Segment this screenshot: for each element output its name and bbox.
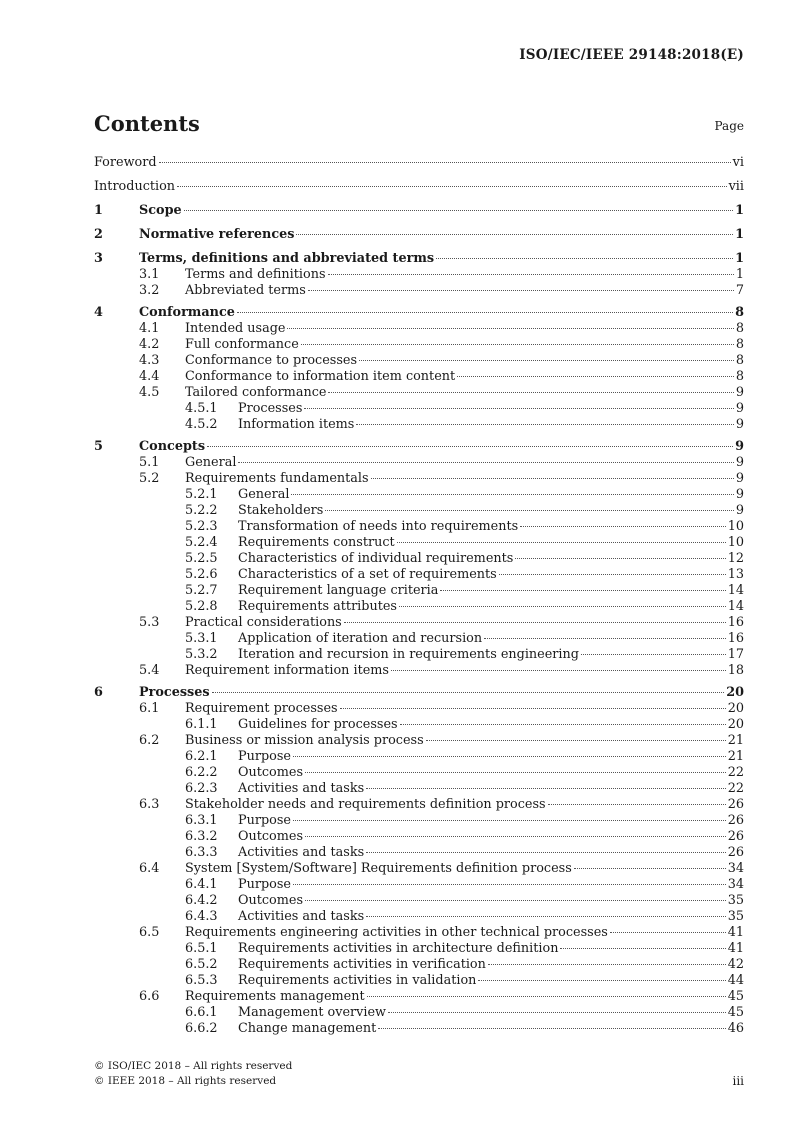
- dot-leader: [293, 884, 726, 885]
- page-title: Contents: [94, 111, 200, 136]
- toc-entry[interactable]: [94, 535, 744, 551]
- toc-entry-page: 7: [735, 283, 744, 298]
- dot-leader: [325, 510, 733, 511]
- dot-leader: [301, 344, 734, 345]
- toc-entry-title: Business or mission analysis process: [185, 733, 424, 748]
- toc-entry-title: Conformance to processes: [185, 353, 358, 368]
- toc-entry-number: 6.1.1: [185, 717, 218, 732]
- toc-entry-number: 5.2.8: [185, 599, 218, 614]
- toc-entry[interactable]: [94, 353, 744, 369]
- toc-entry-page: 1: [735, 251, 744, 266]
- toc-entry-number: 3.2: [139, 283, 160, 298]
- toc-entry-page: 9: [735, 439, 744, 454]
- toc-entry-page: 20: [727, 717, 744, 732]
- toc-entry-number: 4.1: [139, 321, 160, 336]
- toc-entry-title: Application of iteration and recursion: [238, 631, 483, 646]
- toc-entry[interactable]: [94, 401, 744, 417]
- toc-entry[interactable]: [94, 957, 744, 973]
- toc-entry-title: Requirements engineering activities in other technical processes: [185, 925, 608, 940]
- toc-entry-page: 44: [727, 973, 744, 988]
- dot-leader: [367, 996, 726, 997]
- toc-entry-page: 35: [727, 893, 744, 908]
- toc-entry-title: Conformance: [139, 305, 235, 320]
- toc-entry[interactable]: [94, 845, 744, 861]
- toc-entry-title: Transformation of needs into requirements: [238, 519, 519, 534]
- dot-leader: [359, 360, 734, 361]
- toc-entry-page: 8: [735, 337, 744, 352]
- toc-entry-number: 6.4.1: [185, 877, 218, 892]
- dot-leader: [391, 670, 726, 671]
- toc-entry-page: 10: [727, 535, 744, 550]
- toc-entry-number: 6.5: [139, 925, 160, 940]
- toc-entry[interactable]: [94, 519, 744, 535]
- toc-entry-page: 1: [735, 203, 744, 218]
- toc-entry-number: 6.4.2: [185, 893, 218, 908]
- toc-entry-page: 35: [727, 909, 744, 924]
- toc-entry-number: 6.2: [139, 733, 160, 748]
- toc-entry-page: 8: [735, 321, 744, 336]
- toc-entry[interactable]: [94, 781, 744, 797]
- toc-entry[interactable]: [94, 471, 744, 487]
- dot-leader: [478, 980, 725, 981]
- dot-leader: [344, 622, 726, 623]
- dot-leader: [560, 948, 725, 949]
- dot-leader: [305, 900, 726, 901]
- toc-entry-title: Purpose: [238, 749, 292, 764]
- toc-entry-number: 4.5.2: [185, 417, 218, 432]
- dot-leader: [515, 558, 725, 559]
- toc-entry-page: 45: [727, 989, 744, 1004]
- toc-entry[interactable]: [94, 749, 744, 765]
- toc-entry-number: 6.3.2: [185, 829, 218, 844]
- toc-entry-number: 5.2.1: [185, 487, 218, 502]
- toc-entry-page: 26: [727, 829, 744, 844]
- dot-leader: [457, 376, 734, 377]
- toc-entry-page: 14: [727, 599, 744, 614]
- toc-entry[interactable]: [94, 893, 744, 909]
- toc-entry-number: 6.4: [139, 861, 160, 876]
- dot-leader: [305, 772, 726, 773]
- toc-entry-page: 9: [735, 503, 744, 518]
- toc-entry[interactable]: [94, 227, 744, 243]
- dot-leader: [291, 494, 733, 495]
- toc-entry-title: Purpose: [238, 877, 292, 892]
- toc-entry-number: 6.5.2: [185, 957, 218, 972]
- toc-entry[interactable]: [94, 337, 744, 353]
- toc-entry-page: 22: [727, 765, 744, 780]
- toc-entry[interactable]: [94, 1005, 744, 1021]
- toc-entry-page: 46: [727, 1021, 744, 1036]
- toc-entry-page: 9: [735, 455, 744, 470]
- toc-entry-title: General: [185, 455, 237, 470]
- toc-entry[interactable]: [94, 877, 744, 893]
- page-column-label: Page: [714, 119, 744, 133]
- dot-leader: [366, 852, 726, 853]
- toc-entry[interactable]: [94, 925, 744, 941]
- toc-entry-number: 5.2.7: [185, 583, 218, 598]
- dot-leader: [237, 312, 733, 313]
- toc-entry-page: 9: [735, 385, 744, 400]
- toc-entry-page: 14: [727, 583, 744, 598]
- toc-entry-title: Purpose: [238, 813, 292, 828]
- toc-entry[interactable]: [94, 439, 744, 455]
- toc-entry-title: Practical considerations: [185, 615, 342, 630]
- toc-entry-title: Requirements management: [185, 989, 365, 1004]
- toc-entry-page: 16: [727, 631, 744, 646]
- toc-entry-number: 6.1: [139, 701, 160, 716]
- toc-entry-title: Requirement language criteria: [238, 583, 439, 598]
- toc-entry-number: 4.2: [139, 337, 160, 352]
- dot-leader: [484, 638, 726, 639]
- toc-entry-number: 5.3.2: [185, 647, 218, 662]
- toc-entry-page: 8: [735, 305, 744, 320]
- toc-entry-title: Foreword: [94, 155, 157, 170]
- toc-entry-number: 6.5.3: [185, 973, 218, 988]
- toc-entry-page: 16: [727, 615, 744, 630]
- toc-entry-number: 1: [94, 203, 103, 218]
- document-id-header: ISO/IEC/IEEE 29148:2018(E): [519, 47, 744, 63]
- toc-entry-number: 6.5.1: [185, 941, 218, 956]
- toc-entry-number: 6.6.1: [185, 1005, 218, 1020]
- toc-entry-page: 34: [727, 861, 744, 876]
- dot-leader: [366, 788, 726, 789]
- dot-leader: [328, 274, 734, 275]
- toc-entry-title: Requirements construct: [238, 535, 395, 550]
- toc-entry-number: 5.4: [139, 663, 160, 678]
- dot-leader: [400, 724, 726, 725]
- toc-entry-title: Activities and tasks: [238, 845, 365, 860]
- dot-leader: [440, 590, 725, 591]
- toc-entry-page: 21: [727, 749, 744, 764]
- dot-leader: [366, 916, 726, 917]
- toc-entry-number: 6.2.1: [185, 749, 218, 764]
- toc-entry-title: Stakeholders: [238, 503, 324, 518]
- toc-entry-number: 6.4.3: [185, 909, 218, 924]
- toc-entry-number: 4.3: [139, 353, 160, 368]
- toc-entry-page: 1: [735, 267, 744, 282]
- toc-entry-page: 42: [727, 957, 744, 972]
- footer: [94, 1059, 292, 1089]
- toc-entry-page: 45: [727, 1005, 744, 1020]
- toc-entry-number: 5.2.6: [185, 567, 218, 582]
- dot-leader: [488, 964, 726, 965]
- toc-entry[interactable]: [94, 369, 744, 385]
- toc-entry-title: Requirements fundamentals: [185, 471, 369, 486]
- dot-leader: [610, 932, 726, 933]
- toc-entry-page: 26: [727, 797, 744, 812]
- toc-entry[interactable]: [94, 251, 744, 267]
- dot-leader: [287, 328, 733, 329]
- toc-entry-number: 6.6.2: [185, 1021, 218, 1036]
- toc-entry-page: 18: [727, 663, 744, 678]
- toc-entry[interactable]: [94, 631, 744, 647]
- toc-entry-page: 13: [727, 567, 744, 582]
- copyright-ieee: © IEEE 2018 – All rights reserved: [94, 1075, 277, 1087]
- toc-entry-number: 6.2.3: [185, 781, 218, 796]
- toc-entry-number: 4.5.1: [185, 401, 218, 416]
- dot-leader: [436, 258, 733, 259]
- toc-entry[interactable]: [94, 551, 744, 567]
- toc-entry-title: Tailored conformance: [185, 385, 327, 400]
- table-of-contents: [94, 155, 744, 1037]
- toc-entry[interactable]: [94, 155, 744, 171]
- page-number: iii: [732, 1074, 744, 1088]
- dot-leader: [397, 542, 726, 543]
- dot-leader: [304, 408, 733, 409]
- toc-entry[interactable]: [94, 829, 744, 845]
- dot-leader: [574, 868, 726, 869]
- toc-entry[interactable]: [94, 813, 744, 829]
- toc-entry[interactable]: [94, 733, 744, 749]
- toc-entry-number: 4.4: [139, 369, 160, 384]
- toc-entry-page: 8: [735, 353, 744, 368]
- toc-entry[interactable]: [94, 267, 744, 283]
- toc-entry-title: Change management: [238, 1021, 377, 1036]
- dot-leader: [159, 162, 731, 163]
- toc-entry[interactable]: [94, 179, 744, 195]
- toc-entry-page: 9: [735, 401, 744, 416]
- toc-entry-number: 6.6: [139, 989, 160, 1004]
- toc-entry-number: 5.3.1: [185, 631, 218, 646]
- toc-entry[interactable]: [94, 973, 744, 989]
- toc-entry-number: 5.2.4: [185, 535, 218, 550]
- dot-leader: [371, 478, 734, 479]
- toc-entry[interactable]: [94, 861, 744, 877]
- toc-entry-title: Normative references: [139, 227, 295, 242]
- toc-entry-title: Requirements attributes: [238, 599, 397, 614]
- toc-entry-page: 10: [727, 519, 744, 534]
- toc-entry-title: Processes: [238, 401, 303, 416]
- dot-leader: [548, 804, 726, 805]
- toc-entry[interactable]: [94, 765, 744, 781]
- dot-leader: [207, 446, 733, 447]
- toc-entry[interactable]: [94, 717, 744, 733]
- toc-entry-number: 5.2.5: [185, 551, 218, 566]
- toc-entry[interactable]: [94, 203, 744, 219]
- toc-entry[interactable]: [94, 417, 744, 433]
- toc-entry-page: 9: [735, 471, 744, 486]
- dot-leader: [238, 462, 733, 463]
- toc-entry-page: 26: [727, 813, 744, 828]
- dot-leader: [581, 654, 726, 655]
- dot-leader: [212, 692, 725, 693]
- toc-entry[interactable]: [94, 283, 744, 299]
- toc-entry-title: Iteration and recursion in requirements engineering: [238, 647, 579, 662]
- dot-leader: [378, 1028, 725, 1029]
- toc-entry-number: 5: [94, 439, 103, 454]
- toc-entry-number: 5.1: [139, 455, 160, 470]
- toc-entry-page: 34: [727, 877, 744, 892]
- toc-entry-title: Intended usage: [185, 321, 286, 336]
- toc-entry-number: 6.2.2: [185, 765, 218, 780]
- toc-entry-number: 6: [94, 685, 103, 700]
- toc-entry[interactable]: [94, 797, 744, 813]
- dot-leader: [520, 526, 726, 527]
- toc-entry[interactable]: [94, 685, 744, 701]
- toc-entry-title: Stakeholder needs and requirements definition process: [185, 797, 546, 812]
- toc-entry-title: Introduction: [94, 179, 176, 194]
- toc-entry-page: 41: [727, 941, 744, 956]
- toc-entry-page: 26: [727, 845, 744, 860]
- toc-entry-number: 6.3.1: [185, 813, 218, 828]
- toc-entry-page: vii: [728, 179, 744, 194]
- toc-entry[interactable]: [94, 989, 744, 1005]
- toc-entry-title: Characteristics of individual requirements: [238, 551, 514, 566]
- toc-entry-number: 5.3: [139, 615, 160, 630]
- dot-leader: [340, 708, 726, 709]
- toc-entry[interactable]: [94, 615, 744, 631]
- toc-entry[interactable]: [94, 583, 744, 599]
- toc-entry-title: Abbreviated terms: [185, 283, 306, 298]
- dot-leader: [328, 392, 733, 393]
- copyright-iso-iec: © ISO/IEC 2018 – All rights reserved: [94, 1060, 293, 1072]
- toc-entry-number: 6.3.3: [185, 845, 218, 860]
- toc-entry-title: Activities and tasks: [238, 781, 365, 796]
- toc-entry[interactable]: [94, 599, 744, 615]
- toc-entry-number: 4: [94, 305, 103, 320]
- toc-entry[interactable]: [94, 305, 744, 321]
- toc-entry-page: 17: [727, 647, 744, 662]
- toc-entry[interactable]: [94, 503, 744, 519]
- toc-entry-title: Activities and tasks: [238, 909, 365, 924]
- toc-entry-page: 8: [735, 369, 744, 384]
- toc-entry-title: Management overview: [238, 1005, 387, 1020]
- toc-entry-title: Outcomes: [238, 893, 304, 908]
- toc-entry-number: 5.2.2: [185, 503, 218, 518]
- toc-entry-title: Characteristics of a set of requirements: [238, 567, 497, 582]
- toc-entry[interactable]: [94, 941, 744, 957]
- dot-leader: [388, 1012, 726, 1013]
- toc-entry-number: 3.1: [139, 267, 160, 282]
- toc-entry[interactable]: [94, 487, 744, 503]
- toc-entry-page: 12: [727, 551, 744, 566]
- toc-entry-number: 5.2.3: [185, 519, 218, 534]
- dot-leader: [293, 756, 726, 757]
- toc-entry[interactable]: [94, 701, 744, 717]
- toc-entry-page: 20: [727, 701, 744, 716]
- toc-entry-page: 9: [735, 417, 744, 432]
- toc-entry-number: 4.5: [139, 385, 160, 400]
- toc-entry-title: Scope: [139, 203, 182, 218]
- dot-leader: [305, 836, 726, 837]
- toc-entry-page: vi: [732, 155, 744, 170]
- dot-leader: [308, 290, 734, 291]
- toc-entry-page: 20: [726, 685, 744, 700]
- toc-entry-title: Requirements activities in verification: [238, 957, 486, 972]
- dot-leader: [356, 424, 733, 425]
- toc-entry-page: 41: [727, 925, 744, 940]
- toc-entry-title: Guidelines for processes: [238, 717, 398, 732]
- toc-entry[interactable]: [94, 567, 744, 583]
- toc-entry-title: System [System/Software] Requirements definition process: [185, 861, 572, 876]
- toc-entry-title: Terms and definitions: [185, 267, 326, 282]
- toc-entry-page: 1: [735, 227, 744, 242]
- toc-entry-title: Requirements activities in validation: [238, 973, 477, 988]
- toc-entry-title: Terms, definitions and abbreviated terms: [139, 251, 435, 266]
- toc-entry-title: Requirements activities in architecture definition: [238, 941, 559, 956]
- dot-leader: [426, 740, 726, 741]
- toc-entry-title: Conformance to information item content: [185, 369, 456, 384]
- toc-entry[interactable]: [94, 1021, 744, 1037]
- toc-entry-title: Concepts: [139, 439, 206, 454]
- toc-entry-number: 6.3: [139, 797, 160, 812]
- toc-entry-title: Processes: [139, 685, 210, 700]
- toc-entry-number: 3: [94, 251, 103, 266]
- toc-entry-title: Information items: [238, 417, 355, 432]
- toc-entry[interactable]: [94, 663, 744, 679]
- dot-leader: [184, 210, 733, 211]
- toc-entry-number: 5.2: [139, 471, 160, 486]
- dot-leader: [293, 820, 726, 821]
- dot-leader: [499, 574, 726, 575]
- dot-leader: [399, 606, 726, 607]
- toc-entry[interactable]: [94, 321, 744, 337]
- toc-entry-title: Full conformance: [185, 337, 299, 352]
- toc-entry-page: 22: [727, 781, 744, 796]
- toc-entry-page: 9: [735, 487, 744, 502]
- toc-entry-title: General: [238, 487, 290, 502]
- toc-entry[interactable]: [94, 647, 744, 663]
- toc-entry-title: Requirement processes: [185, 701, 338, 716]
- toc-entry-page: 21: [727, 733, 744, 748]
- toc-entry[interactable]: [94, 455, 744, 471]
- toc-entry-number: 2: [94, 227, 103, 242]
- toc-entry-title: Outcomes: [238, 765, 304, 780]
- dot-leader: [177, 186, 727, 187]
- dot-leader: [296, 234, 733, 235]
- toc-entry[interactable]: [94, 385, 744, 401]
- toc-entry-title: Requirement information items: [185, 663, 390, 678]
- toc-entry-title: Outcomes: [238, 829, 304, 844]
- toc-entry[interactable]: [94, 909, 744, 925]
